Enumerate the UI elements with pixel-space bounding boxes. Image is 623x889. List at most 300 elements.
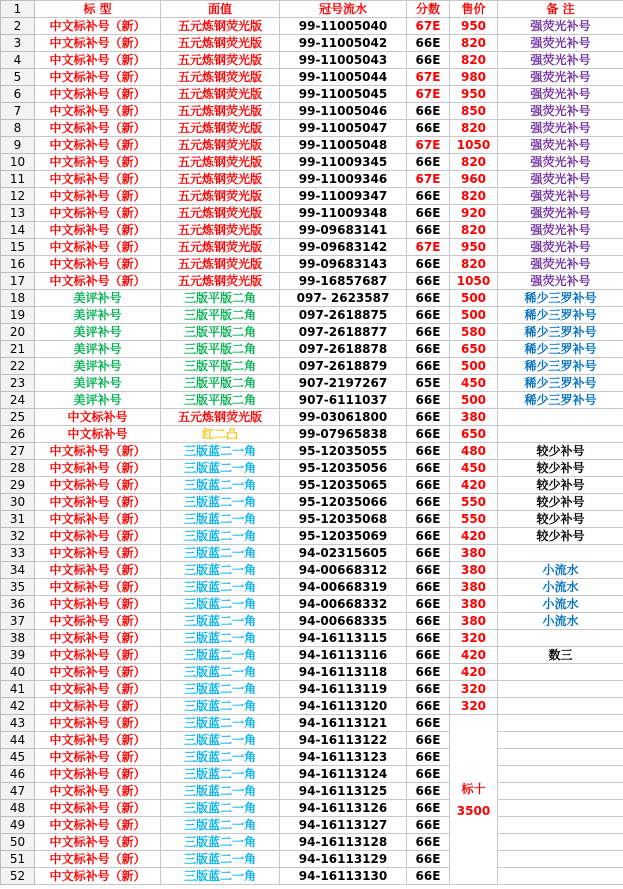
grade-cell[interactable]: 67E xyxy=(407,69,450,86)
serial-cell[interactable]: 907-6111037 xyxy=(280,392,407,409)
price-cell[interactable]: 420 xyxy=(450,477,498,494)
grade-cell[interactable]: 66E xyxy=(407,324,450,341)
grade-cell[interactable]: 66E xyxy=(407,783,450,800)
row-number[interactable]: 11 xyxy=(1,171,35,188)
note-cell[interactable] xyxy=(498,426,623,443)
type-cell[interactable]: 美评补号 xyxy=(35,358,161,375)
note-cell[interactable]: 小流水 xyxy=(498,562,623,579)
type-cell[interactable]: 美评补号 xyxy=(35,375,161,392)
row-number[interactable]: 30 xyxy=(1,494,35,511)
type-cell[interactable]: 中文标补号（新） xyxy=(35,664,161,681)
row-number[interactable]: 44 xyxy=(1,732,35,749)
grade-cell[interactable]: 66E xyxy=(407,664,450,681)
header-cell-note[interactable]: 备 注 xyxy=(498,1,623,18)
header-cell-serial[interactable]: 冠号流水 xyxy=(280,1,407,18)
face-value-cell[interactable]: 三版平版二角 xyxy=(161,307,280,324)
row-number[interactable]: 7 xyxy=(1,103,35,120)
face-value-cell[interactable]: 五元炼钢荧光版 xyxy=(161,52,280,69)
type-cell[interactable]: 中文标补号（新） xyxy=(35,613,161,630)
row-number[interactable]: 46 xyxy=(1,766,35,783)
serial-cell[interactable]: 94-16113115 xyxy=(280,630,407,647)
face-value-cell[interactable]: 五元炼钢荧光版 xyxy=(161,256,280,273)
type-cell[interactable]: 美评补号 xyxy=(35,341,161,358)
grade-cell[interactable]: 66E xyxy=(407,868,450,885)
note-cell[interactable] xyxy=(498,749,623,766)
price-cell[interactable]: 550 xyxy=(450,511,498,528)
serial-cell[interactable]: 99-16857687 xyxy=(280,273,407,290)
type-cell[interactable]: 美评补号 xyxy=(35,307,161,324)
price-cell[interactable]: 320 xyxy=(450,630,498,647)
header-cell-grade[interactable]: 分数 xyxy=(407,1,450,18)
serial-cell[interactable]: 99-03061800 xyxy=(280,409,407,426)
row-number[interactable]: 25 xyxy=(1,409,35,426)
grade-cell[interactable]: 66E xyxy=(407,222,450,239)
face-value-cell[interactable]: 五元炼钢荧光版 xyxy=(161,137,280,154)
note-cell[interactable]: 小流水 xyxy=(498,596,623,613)
row-number[interactable]: 40 xyxy=(1,664,35,681)
price-cell[interactable]: 820 xyxy=(450,52,498,69)
face-value-cell[interactable]: 三版蓝二一角 xyxy=(161,800,280,817)
price-cell[interactable]: 450 xyxy=(450,460,498,477)
face-value-cell[interactable]: 三版蓝二一角 xyxy=(161,630,280,647)
row-number[interactable]: 41 xyxy=(1,681,35,698)
grade-cell[interactable]: 66E xyxy=(407,766,450,783)
serial-cell[interactable]: 097-2618875 xyxy=(280,307,407,324)
serial-cell[interactable]: 94-16113129 xyxy=(280,851,407,868)
serial-cell[interactable]: 99-11005045 xyxy=(280,86,407,103)
note-cell[interactable]: 稀少三罗补号 xyxy=(498,358,623,375)
face-value-cell[interactable]: 三版平版二角 xyxy=(161,358,280,375)
serial-cell[interactable]: 95-12035069 xyxy=(280,528,407,545)
price-cell[interactable]: 500 xyxy=(450,392,498,409)
serial-cell[interactable]: 94-16113123 xyxy=(280,749,407,766)
row-number[interactable]: 35 xyxy=(1,579,35,596)
face-value-cell[interactable]: 三版蓝二一角 xyxy=(161,868,280,885)
note-cell[interactable] xyxy=(498,817,623,834)
serial-cell[interactable]: 99-11005042 xyxy=(280,35,407,52)
type-cell[interactable]: 中文标补号（新） xyxy=(35,137,161,154)
grade-cell[interactable]: 67E xyxy=(407,239,450,256)
row-number[interactable]: 14 xyxy=(1,222,35,239)
serial-cell[interactable]: 94-00668335 xyxy=(280,613,407,630)
type-cell[interactable]: 中文标补号（新） xyxy=(35,188,161,205)
type-cell[interactable]: 中文标补号（新） xyxy=(35,715,161,732)
note-cell[interactable]: 小流水 xyxy=(498,613,623,630)
serial-cell[interactable]: 99-09683143 xyxy=(280,256,407,273)
row-number[interactable]: 52 xyxy=(1,868,35,885)
price-cell[interactable]: 500 xyxy=(450,358,498,375)
type-cell[interactable]: 美评补号 xyxy=(35,290,161,307)
price-cell[interactable]: 380 xyxy=(450,562,498,579)
row-number[interactable]: 13 xyxy=(1,205,35,222)
grade-cell[interactable]: 66E xyxy=(407,715,450,732)
row-number[interactable]: 29 xyxy=(1,477,35,494)
grade-cell[interactable]: 66E xyxy=(407,681,450,698)
row-number[interactable]: 51 xyxy=(1,851,35,868)
serial-cell[interactable]: 94-16113122 xyxy=(280,732,407,749)
face-value-cell[interactable]: 三版平版二角 xyxy=(161,324,280,341)
note-cell[interactable] xyxy=(498,545,623,562)
row-number[interactable]: 36 xyxy=(1,596,35,613)
serial-cell[interactable]: 097-2618877 xyxy=(280,324,407,341)
row-number[interactable]: 8 xyxy=(1,120,35,137)
type-cell[interactable]: 中文标补号（新） xyxy=(35,69,161,86)
face-value-cell[interactable]: 三版蓝二一角 xyxy=(161,613,280,630)
grade-cell[interactable]: 66E xyxy=(407,749,450,766)
type-cell[interactable]: 中文标补号（新） xyxy=(35,52,161,69)
serial-cell[interactable]: 99-11005040 xyxy=(280,18,407,35)
face-value-cell[interactable]: 五元炼钢荧光版 xyxy=(161,103,280,120)
serial-cell[interactable]: 94-16113119 xyxy=(280,681,407,698)
face-value-cell[interactable]: 五元炼钢荧光版 xyxy=(161,188,280,205)
note-cell[interactable]: 强荧光补号 xyxy=(498,137,623,154)
serial-cell[interactable]: 94-16113121 xyxy=(280,715,407,732)
row-number[interactable]: 16 xyxy=(1,256,35,273)
grade-cell[interactable]: 66E xyxy=(407,613,450,630)
row-number[interactable]: 22 xyxy=(1,358,35,375)
note-cell[interactable] xyxy=(498,732,623,749)
row-number[interactable]: 38 xyxy=(1,630,35,647)
serial-cell[interactable]: 99-11009347 xyxy=(280,188,407,205)
header-cell-face[interactable]: 面值 xyxy=(161,1,280,18)
serial-cell[interactable]: 99-11005043 xyxy=(280,52,407,69)
face-value-cell[interactable]: 三版蓝二一角 xyxy=(161,749,280,766)
grade-cell[interactable]: 66E xyxy=(407,834,450,851)
grade-cell[interactable]: 66E xyxy=(407,426,450,443)
serial-cell[interactable]: 95-12035065 xyxy=(280,477,407,494)
face-value-cell[interactable]: 三版蓝二一角 xyxy=(161,664,280,681)
face-value-cell[interactable]: 三版平版二角 xyxy=(161,290,280,307)
type-cell[interactable]: 中文标补号（新） xyxy=(35,120,161,137)
price-cell[interactable]: 650 xyxy=(450,426,498,443)
serial-cell[interactable]: 097- 2623587 xyxy=(280,290,407,307)
serial-cell[interactable]: 99-11005048 xyxy=(280,137,407,154)
grade-cell[interactable]: 67E xyxy=(407,86,450,103)
row-number[interactable]: 39 xyxy=(1,647,35,664)
note-cell[interactable]: 数三 xyxy=(498,647,623,664)
price-cell[interactable]: 580 xyxy=(450,324,498,341)
price-cell[interactable]: 380 xyxy=(450,579,498,596)
price-cell[interactable]: 820 xyxy=(450,120,498,137)
face-value-cell[interactable]: 五元炼钢荧光版 xyxy=(161,409,280,426)
face-value-cell[interactable]: 五元炼钢荧光版 xyxy=(161,239,280,256)
face-value-cell[interactable]: 五元炼钢荧光版 xyxy=(161,154,280,171)
face-value-cell[interactable]: 三版蓝二一角 xyxy=(161,596,280,613)
face-value-cell[interactable]: 三版平版二角 xyxy=(161,341,280,358)
note-cell[interactable]: 稀少三罗补号 xyxy=(498,290,623,307)
grade-cell[interactable]: 67E xyxy=(407,137,450,154)
type-cell[interactable]: 中文标补号（新） xyxy=(35,630,161,647)
grade-cell[interactable]: 66E xyxy=(407,511,450,528)
grade-cell[interactable]: 66E xyxy=(407,273,450,290)
row-number[interactable]: 20 xyxy=(1,324,35,341)
face-value-cell[interactable]: 三版蓝二一角 xyxy=(161,851,280,868)
price-cell[interactable]: 320 xyxy=(450,698,498,715)
face-value-cell[interactable]: 三版蓝二一角 xyxy=(161,545,280,562)
note-cell[interactable]: 较少补号 xyxy=(498,460,623,477)
price-cell[interactable]: 980 xyxy=(450,69,498,86)
type-cell[interactable]: 中文标补号 xyxy=(35,426,161,443)
note-cell[interactable]: 强荧光补号 xyxy=(498,103,623,120)
face-value-cell[interactable]: 五元炼钢荧光版 xyxy=(161,222,280,239)
serial-cell[interactable]: 097-2618878 xyxy=(280,341,407,358)
face-value-cell[interactable]: 三版蓝二一角 xyxy=(161,494,280,511)
row-number[interactable]: 1 xyxy=(1,1,35,18)
type-cell[interactable]: 美评补号 xyxy=(35,392,161,409)
note-cell[interactable]: 较少补号 xyxy=(498,443,623,460)
price-cell[interactable]: 500 xyxy=(450,290,498,307)
row-number[interactable]: 18 xyxy=(1,290,35,307)
grade-cell[interactable]: 66E xyxy=(407,154,450,171)
note-cell[interactable] xyxy=(498,834,623,851)
serial-cell[interactable]: 94-16113116 xyxy=(280,647,407,664)
face-value-cell[interactable]: 五元炼钢荧光版 xyxy=(161,171,280,188)
grade-cell[interactable]: 66E xyxy=(407,256,450,273)
note-cell[interactable]: 强荧光补号 xyxy=(498,273,623,290)
row-number[interactable]: 21 xyxy=(1,341,35,358)
face-value-cell[interactable]: 五元炼钢荧光版 xyxy=(161,86,280,103)
row-number[interactable]: 23 xyxy=(1,375,35,392)
row-number[interactable]: 50 xyxy=(1,834,35,851)
note-cell[interactable]: 较少补号 xyxy=(498,494,623,511)
grade-cell[interactable]: 66E xyxy=(407,392,450,409)
row-number[interactable]: 6 xyxy=(1,86,35,103)
note-cell[interactable]: 稀少三罗补号 xyxy=(498,392,623,409)
price-cell[interactable]: 320 xyxy=(450,681,498,698)
price-cell[interactable]: 820 xyxy=(450,222,498,239)
serial-cell[interactable]: 94-00668332 xyxy=(280,596,407,613)
note-cell[interactable]: 强荧光补号 xyxy=(498,52,623,69)
price-cell[interactable]: 920 xyxy=(450,205,498,222)
serial-cell[interactable]: 95-12035068 xyxy=(280,511,407,528)
grade-cell[interactable]: 67E xyxy=(407,171,450,188)
type-cell[interactable]: 中文标补号（新） xyxy=(35,205,161,222)
grade-cell[interactable]: 66E xyxy=(407,307,450,324)
type-cell[interactable]: 中文标补号（新） xyxy=(35,562,161,579)
price-cell[interactable]: 950 xyxy=(450,239,498,256)
price-cell[interactable]: 820 xyxy=(450,35,498,52)
face-value-cell[interactable]: 五元炼钢荧光版 xyxy=(161,120,280,137)
row-number[interactable]: 27 xyxy=(1,443,35,460)
grade-cell[interactable]: 66E xyxy=(407,545,450,562)
row-number[interactable]: 47 xyxy=(1,783,35,800)
price-cell[interactable]: 950 xyxy=(450,18,498,35)
price-cell[interactable]: 420 xyxy=(450,528,498,545)
row-number[interactable]: 4 xyxy=(1,52,35,69)
grade-cell[interactable]: 66E xyxy=(407,494,450,511)
grade-cell[interactable]: 66E xyxy=(407,698,450,715)
grade-cell[interactable]: 66E xyxy=(407,409,450,426)
price-cell[interactable]: 380 xyxy=(450,596,498,613)
note-cell[interactable]: 强荧光补号 xyxy=(498,239,623,256)
price-cell[interactable]: 1050 xyxy=(450,137,498,154)
face-value-cell[interactable]: 三版蓝二一角 xyxy=(161,681,280,698)
face-value-cell[interactable]: 五元炼钢荧光版 xyxy=(161,35,280,52)
row-number[interactable]: 42 xyxy=(1,698,35,715)
face-value-cell[interactable]: 三版蓝二一角 xyxy=(161,477,280,494)
price-cell[interactable]: 960 xyxy=(450,171,498,188)
type-cell[interactable]: 中文标补号（新） xyxy=(35,18,161,35)
serial-cell[interactable]: 94-16113127 xyxy=(280,817,407,834)
face-value-cell[interactable]: 红二凸 xyxy=(161,426,280,443)
row-number[interactable]: 9 xyxy=(1,137,35,154)
row-number[interactable]: 2 xyxy=(1,18,35,35)
row-number[interactable]: 37 xyxy=(1,613,35,630)
face-value-cell[interactable]: 三版蓝二一角 xyxy=(161,783,280,800)
face-value-cell[interactable]: 三版蓝二一角 xyxy=(161,460,280,477)
note-cell[interactable]: 较少补号 xyxy=(498,511,623,528)
type-cell[interactable]: 中文标补号（新） xyxy=(35,868,161,885)
serial-cell[interactable]: 95-12035066 xyxy=(280,494,407,511)
serial-cell[interactable]: 94-02315605 xyxy=(280,545,407,562)
note-cell[interactable]: 强荧光补号 xyxy=(498,18,623,35)
face-value-cell[interactable]: 三版蓝二一角 xyxy=(161,647,280,664)
type-cell[interactable]: 中文标补号（新） xyxy=(35,545,161,562)
grade-cell[interactable]: 66E xyxy=(407,358,450,375)
serial-cell[interactable]: 99-11009346 xyxy=(280,171,407,188)
serial-cell[interactable]: 94-16113130 xyxy=(280,868,407,885)
serial-cell[interactable]: 99-11009345 xyxy=(280,154,407,171)
type-cell[interactable]: 中文标补号（新） xyxy=(35,511,161,528)
type-cell[interactable]: 中文标补号（新） xyxy=(35,783,161,800)
grade-cell[interactable]: 66E xyxy=(407,528,450,545)
note-cell[interactable] xyxy=(498,868,623,885)
face-value-cell[interactable]: 三版蓝二一角 xyxy=(161,579,280,596)
grade-cell[interactable]: 66E xyxy=(407,188,450,205)
grade-cell[interactable]: 66E xyxy=(407,851,450,868)
grade-cell[interactable]: 66E xyxy=(407,205,450,222)
face-value-cell[interactable]: 五元炼钢荧光版 xyxy=(161,205,280,222)
price-cell[interactable]: 820 xyxy=(450,256,498,273)
note-cell[interactable] xyxy=(498,664,623,681)
type-cell[interactable]: 中文标补号 xyxy=(35,409,161,426)
type-cell[interactable]: 中文标补号（新） xyxy=(35,800,161,817)
type-cell[interactable]: 中文标补号（新） xyxy=(35,681,161,698)
serial-cell[interactable]: 99-09683141 xyxy=(280,222,407,239)
serial-cell[interactable]: 94-16113128 xyxy=(280,834,407,851)
price-cell[interactable]: 850 xyxy=(450,103,498,120)
row-number[interactable]: 3 xyxy=(1,35,35,52)
row-number[interactable]: 33 xyxy=(1,545,35,562)
note-cell[interactable]: 小流水 xyxy=(498,579,623,596)
type-cell[interactable]: 中文标补号（新） xyxy=(35,494,161,511)
grade-cell[interactable]: 66E xyxy=(407,103,450,120)
serial-cell[interactable]: 94-16113124 xyxy=(280,766,407,783)
price-cell[interactable]: 420 xyxy=(450,664,498,681)
header-cell-type[interactable]: 标 型 xyxy=(35,1,161,18)
row-number[interactable]: 31 xyxy=(1,511,35,528)
note-cell[interactable]: 强荧光补号 xyxy=(498,154,623,171)
type-cell[interactable]: 中文标补号（新） xyxy=(35,817,161,834)
price-cell[interactable]: 950 xyxy=(450,86,498,103)
grade-cell[interactable]: 66E xyxy=(407,562,450,579)
price-cell[interactable]: 1050 xyxy=(450,273,498,290)
serial-cell[interactable]: 94-00668319 xyxy=(280,579,407,596)
face-value-cell[interactable]: 五元炼钢荧光版 xyxy=(161,69,280,86)
note-cell[interactable]: 强荧光补号 xyxy=(498,222,623,239)
serial-cell[interactable]: 94-16113120 xyxy=(280,698,407,715)
row-number[interactable]: 5 xyxy=(1,69,35,86)
note-cell[interactable]: 强荧光补号 xyxy=(498,69,623,86)
type-cell[interactable]: 中文标补号（新） xyxy=(35,732,161,749)
type-cell[interactable]: 中文标补号（新） xyxy=(35,477,161,494)
row-number[interactable]: 10 xyxy=(1,154,35,171)
grade-cell[interactable]: 66E xyxy=(407,579,450,596)
note-cell[interactable] xyxy=(498,409,623,426)
serial-cell[interactable]: 99-11005047 xyxy=(280,120,407,137)
grade-cell[interactable]: 65E xyxy=(407,375,450,392)
grade-cell[interactable]: 66E xyxy=(407,477,450,494)
type-cell[interactable]: 中文标补号（新） xyxy=(35,103,161,120)
type-cell[interactable]: 中文标补号（新） xyxy=(35,154,161,171)
face-value-cell[interactable]: 三版蓝二一角 xyxy=(161,732,280,749)
type-cell[interactable]: 中文标补号（新） xyxy=(35,834,161,851)
note-cell[interactable] xyxy=(498,698,623,715)
price-cell[interactable]: 550 xyxy=(450,494,498,511)
row-number[interactable]: 24 xyxy=(1,392,35,409)
row-number[interactable]: 45 xyxy=(1,749,35,766)
grade-cell[interactable]: 66E xyxy=(407,596,450,613)
type-cell[interactable]: 中文标补号（新） xyxy=(35,528,161,545)
row-number[interactable]: 49 xyxy=(1,817,35,834)
note-cell[interactable]: 稀少三罗补号 xyxy=(498,324,623,341)
grade-cell[interactable]: 66E xyxy=(407,732,450,749)
price-cell[interactable]: 380 xyxy=(450,409,498,426)
note-cell[interactable] xyxy=(498,715,623,732)
note-cell[interactable] xyxy=(498,766,623,783)
serial-cell[interactable]: 99-11009348 xyxy=(280,205,407,222)
grade-cell[interactable]: 66E xyxy=(407,647,450,664)
note-cell[interactable]: 强荧光补号 xyxy=(498,188,623,205)
note-cell[interactable] xyxy=(498,681,623,698)
type-cell[interactable]: 中文标补号（新） xyxy=(35,443,161,460)
face-value-cell[interactable]: 三版蓝二一角 xyxy=(161,443,280,460)
serial-cell[interactable]: 94-16113125 xyxy=(280,783,407,800)
row-number[interactable]: 17 xyxy=(1,273,35,290)
grade-cell[interactable]: 66E xyxy=(407,460,450,477)
note-cell[interactable]: 强荧光补号 xyxy=(498,171,623,188)
type-cell[interactable]: 中文标补号（新） xyxy=(35,749,161,766)
serial-cell[interactable]: 94-16113126 xyxy=(280,800,407,817)
price-cell[interactable]: 500 xyxy=(450,307,498,324)
row-number[interactable]: 48 xyxy=(1,800,35,817)
price-cell[interactable]: 450 xyxy=(450,375,498,392)
grade-cell[interactable]: 66E xyxy=(407,52,450,69)
row-number[interactable]: 26 xyxy=(1,426,35,443)
merged-price-cell[interactable] xyxy=(450,715,498,885)
type-cell[interactable]: 中文标补号（新） xyxy=(35,766,161,783)
serial-cell[interactable]: 99-11005046 xyxy=(280,103,407,120)
face-value-cell[interactable]: 三版蓝二一角 xyxy=(161,562,280,579)
face-value-cell[interactable]: 五元炼钢荧光版 xyxy=(161,273,280,290)
type-cell[interactable]: 中文标补号（新） xyxy=(35,273,161,290)
type-cell[interactable]: 中文标补号（新） xyxy=(35,698,161,715)
grade-cell[interactable]: 66E xyxy=(407,120,450,137)
type-cell[interactable]: 中文标补号（新） xyxy=(35,596,161,613)
note-cell[interactable]: 强荧光补号 xyxy=(498,86,623,103)
grade-cell[interactable]: 66E xyxy=(407,35,450,52)
type-cell[interactable]: 中文标补号（新） xyxy=(35,86,161,103)
price-cell[interactable]: 650 xyxy=(450,341,498,358)
price-cell[interactable]: 380 xyxy=(450,545,498,562)
face-value-cell[interactable]: 三版蓝二一角 xyxy=(161,511,280,528)
price-cell[interactable]: 480 xyxy=(450,443,498,460)
face-value-cell[interactable]: 三版蓝二一角 xyxy=(161,528,280,545)
serial-cell[interactable]: 95-12035056 xyxy=(280,460,407,477)
note-cell[interactable]: 强荧光补号 xyxy=(498,256,623,273)
type-cell[interactable]: 中文标补号（新） xyxy=(35,851,161,868)
note-cell[interactable]: 稀少三罗补号 xyxy=(498,341,623,358)
